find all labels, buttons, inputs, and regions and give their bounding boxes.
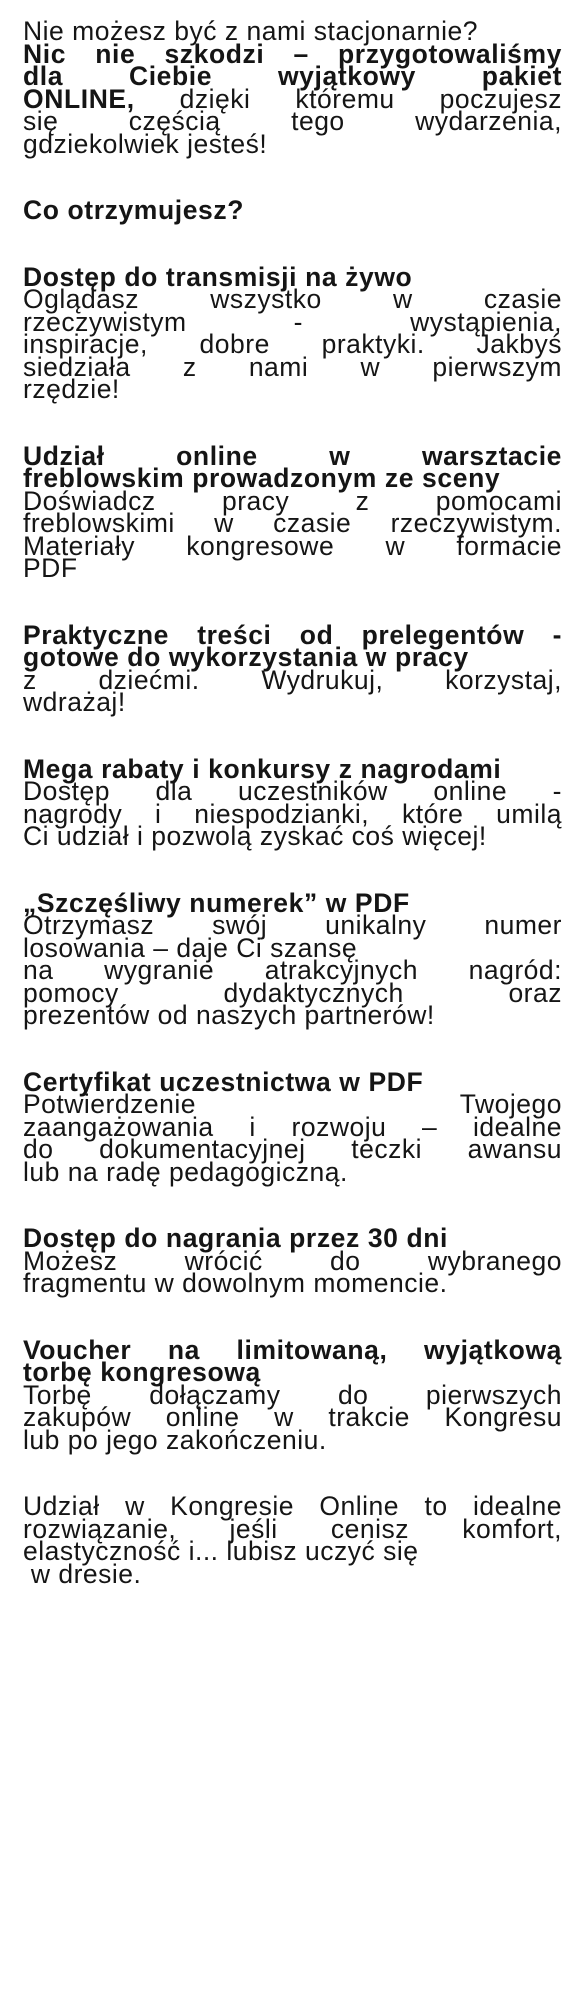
intro-paragraph xyxy=(23,16,562,159)
benefit-title: „Szczęśliwy numerek” w PDF xyxy=(23,887,410,918)
benefit-title: torbę kongresową xyxy=(23,1357,261,1387)
benefit-text: Torbę dołączamy do pierwszych xyxy=(23,1379,562,1410)
benefit-text: do dokumentacyjnej teczki awansu xyxy=(23,1134,562,1164)
what-you-get-heading: Co otrzymujesz? xyxy=(23,195,245,225)
closing-line: elastyczność i... lubisz uczyć się xyxy=(23,1536,419,1566)
benefit-title: Dostęp do nagrania przez 30 dni xyxy=(23,1223,449,1253)
benefit-text: Dostęp dla uczestników online - xyxy=(23,776,562,806)
benefit-title: Voucher na limitowaną, wyjątkową xyxy=(23,1334,562,1365)
benefit-section xyxy=(23,753,562,851)
benefit-text: na wygranie atrakcyjnych nagród: xyxy=(23,955,562,985)
benefit-text: Doświadcz pracy z pomocami xyxy=(23,485,562,516)
benefit-section xyxy=(23,261,562,404)
benefit-text: zakupów online w trakcie Kongresu xyxy=(23,1402,562,1432)
benefit-text: zaangażowania i rozwoju – idealne xyxy=(23,1111,562,1142)
benefit-title: gotowe do wykorzystania w pracy xyxy=(23,642,469,672)
benefit-text: fragmentu w dowolnym momencie. xyxy=(23,1268,448,1298)
benefit-text: inspiracje, dobre praktyki. Jakbyś xyxy=(23,329,562,359)
intro-line: Nie możesz być z nami stacjonarnie? xyxy=(23,16,478,46)
benefit-title: freblowskim prowadzonym ze sceny xyxy=(23,463,501,493)
closing-paragraph xyxy=(23,1491,562,1589)
benefit-title: Mega rabaty i konkursy z nagrodami xyxy=(23,753,502,784)
benefit-text: Oglądasz wszystko w czasie xyxy=(23,284,562,314)
benefit-text: losowania – daje Ci szansę xyxy=(23,932,358,963)
benefit-text: Potwierdzenie Twojego xyxy=(23,1089,562,1119)
benefit-text: lub na radę pedagogiczną. xyxy=(23,1156,348,1187)
benefit-text: freblowskimi w czasie rzeczywistym. xyxy=(23,508,562,538)
benefit-text: siedziała z nami w pierwszym xyxy=(23,351,562,382)
benefit-text: Ci udział i pozwolą zyskać coś więcej! xyxy=(23,821,487,851)
intro-line-rest: dzięki któremu poczujesz xyxy=(134,83,562,114)
intro-line: się częścią tego wydarzenia, xyxy=(23,106,562,136)
benefit-title: Certyfikat uczestnictwa w PDF xyxy=(23,1066,424,1097)
benefit-text: lub po jego zakończeniu. xyxy=(23,1424,327,1455)
benefit-title: Udział online w warsztacie xyxy=(23,440,562,471)
closing-line: Udział w Kongresie Online to idealne xyxy=(23,1491,562,1521)
benefit-text: Materiały kongresowe w formacie xyxy=(23,530,562,561)
benefit-text: nagrody i niespodzianki, które umilą xyxy=(23,798,562,829)
benefit-text: rzeczywistym - wystąpienia, xyxy=(23,306,562,337)
benefit-section xyxy=(23,619,562,717)
benefit-text: PDF xyxy=(23,553,78,583)
benefit-text: prezentów od naszych partnerów! xyxy=(23,1000,435,1030)
intro-line: gdziekolwiek jesteś! xyxy=(23,128,268,159)
benefit-section xyxy=(23,1334,562,1455)
benefit-text: Możesz wrócić do wybranego xyxy=(23,1245,562,1276)
intro-line: Nic nie szkodzi – przygotowaliśmy xyxy=(23,38,562,69)
benefit-text: rzędzie! xyxy=(23,374,120,404)
closing-line: rozwiązanie, jeśli cenisz komfort, xyxy=(23,1513,562,1544)
benefit-section xyxy=(23,1223,562,1298)
benefit-text: z dziećmi. Wydrukuj, korzystaj, xyxy=(23,664,562,695)
benefit-section xyxy=(23,1066,562,1187)
benefit-text: wdrażaj! xyxy=(23,687,126,717)
benefit-section xyxy=(23,440,562,583)
benefit-text: Otrzymasz swój unikalny numer xyxy=(23,910,562,940)
closing-line: w dresie. xyxy=(23,1558,142,1589)
intro-line: dla Ciebie wyjątkowy pakiet xyxy=(23,61,562,91)
benefit-title: Praktyczne treści od prelegentów - xyxy=(23,619,562,650)
online-emphasis: ONLINE, xyxy=(23,83,135,114)
benefit-title: Dostęp do transmisji na żywo xyxy=(23,261,413,292)
benefit-text: pomocy dydaktycznych oraz xyxy=(23,977,562,1008)
benefit-section xyxy=(23,887,562,1030)
